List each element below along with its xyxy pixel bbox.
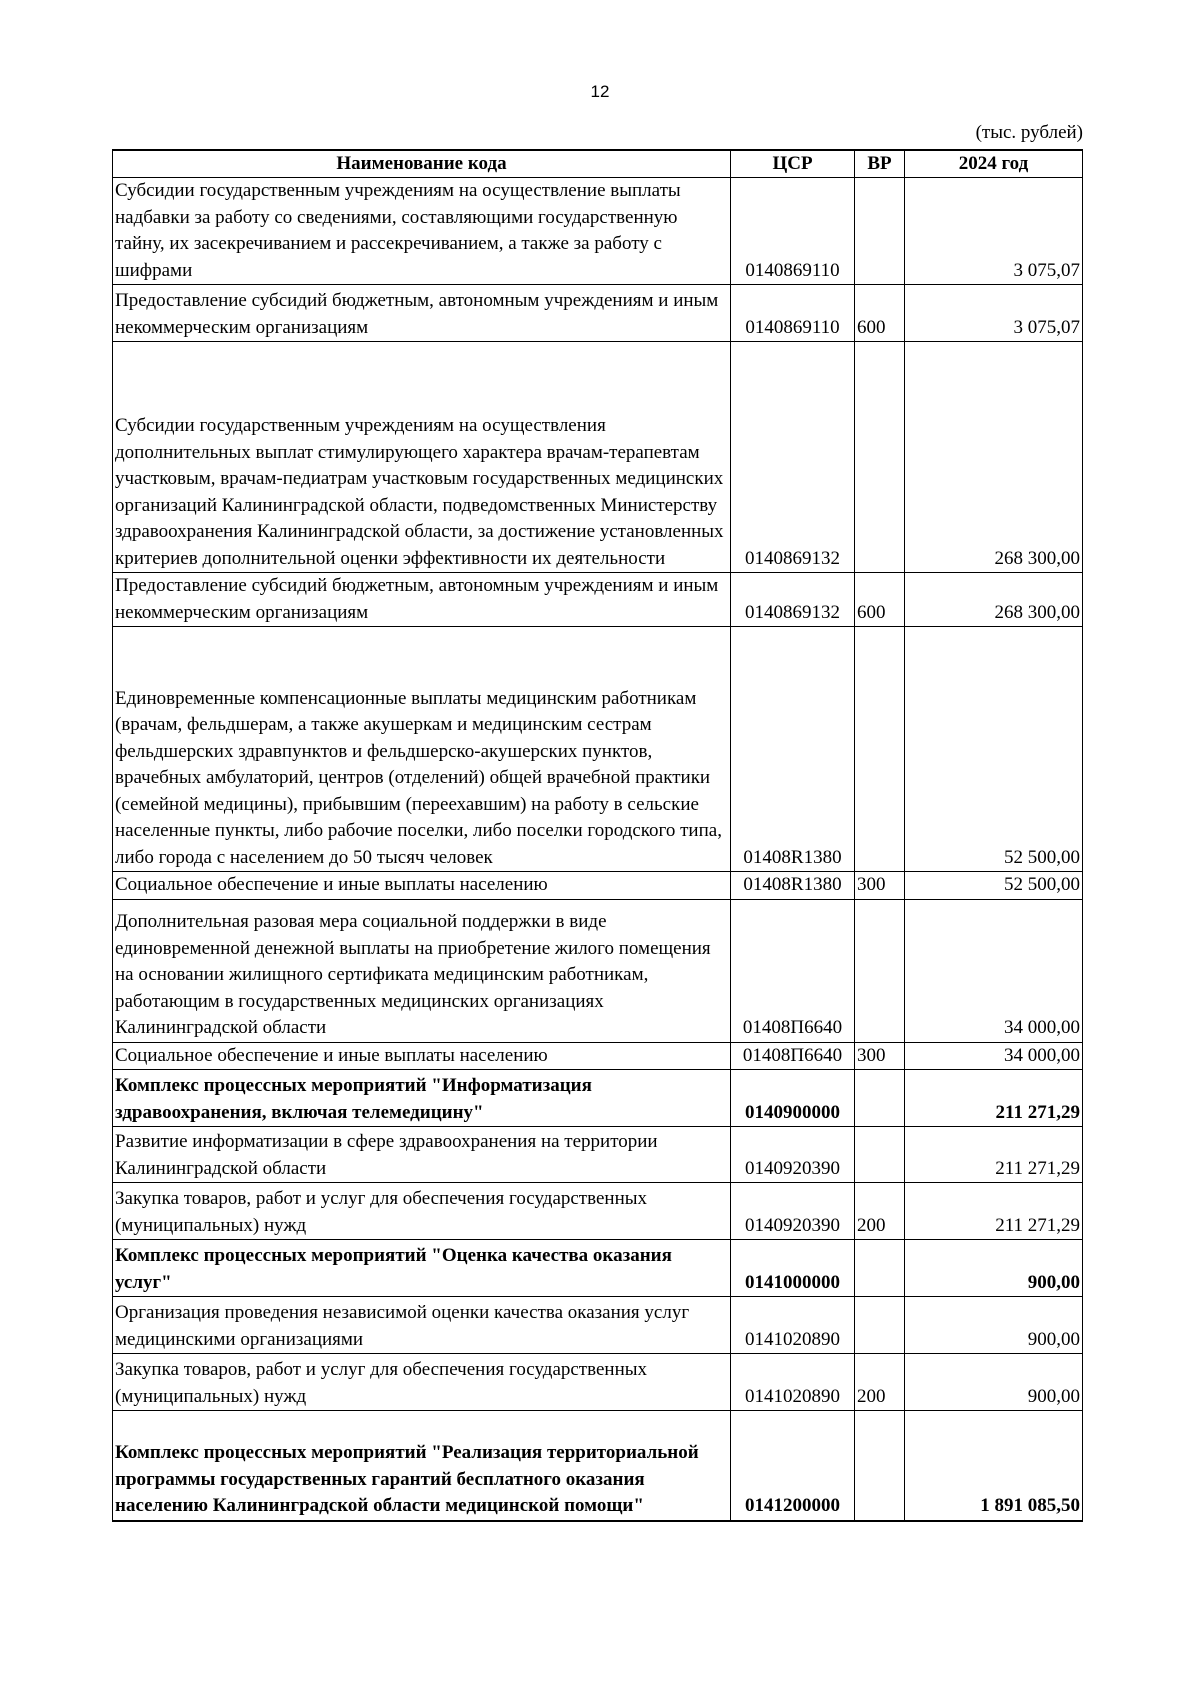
row-vr [855,1070,905,1127]
row-name: Комплекс процессных мероприятий "Информатизация здравоохранения, включая телемедицину" [113,1070,731,1127]
row-amount: 900,00 [905,1240,1083,1297]
table-row [113,342,1083,573]
row-name: Организация проведения независимой оценки качества оказания услуг медицинскими организациями [113,1297,731,1354]
row-csr: 0141000000 [731,1240,855,1297]
table-row [113,1070,1083,1127]
row-name: Субсидии государственным учреждениям на осуществления дополнительных выплат стимулирующего характера врачам-терапевтам участковым, врачам-педиатрам участковым государственных медицинских организаций Калининградской области, подведомственных Министерству здравоохранения Калининградской области, за достижение установленных критериев дополнительной оценки эффективности их деятельности [113,342,731,573]
row-amount: 211 271,29 [905,1183,1083,1240]
row-csr: 0140869110 [731,178,855,285]
table-row [113,1297,1083,1354]
row-csr: 0140869132 [731,573,855,627]
row-csr: 0141020890 [731,1354,855,1411]
page-number: 12 [590,82,610,101]
row-name: Субсидии государственным учреждениям на осуществление выплаты надбавки за работу со сведениями, составляющими государственную тайну, их засекречиванием и рассекречиванием, а также за работу с шифрами [113,178,731,285]
row-vr: 200 [855,1183,905,1240]
table-body [113,178,1083,1521]
row-vr: 300 [855,872,905,900]
row-amount: 3 075,07 [905,178,1083,285]
row-vr [855,627,905,872]
row-name: Комплекс процессных мероприятий "Реализация территориальной программы государственных гарантий бесплатного оказания населению Калининградской области медицинской помощи" [113,1411,731,1521]
row-name: Предоставление субсидий бюджетным, автономным учреждениям и иным некоммерческим организациям [113,285,731,342]
table-row [113,1411,1083,1521]
budget-table [112,149,1083,1522]
table-row [113,1127,1083,1183]
row-csr: 0140900000 [731,1070,855,1127]
row-name: Развитие информатизации в сфере здравоохранения на территории Калининградской области [113,1127,731,1183]
header-name: Наименование кода [113,150,731,178]
row-csr: 0141020890 [731,1297,855,1354]
table-row [113,573,1083,627]
row-amount: 268 300,00 [905,342,1083,573]
row-csr: 0140869132 [731,342,855,573]
row-name: Единовременные компенсационные выплаты медицинским работникам (врачам, фельдшерам, а также акушеркам и медицинским сестрам фельдшерских здравпунктов и фельдшерско-акушерских пунктов, врачебных амбулаторий, центров (отделений) общей врачебной практики (семейной медицины), прибывшим (переехавшим) на работу в сельские населенные пункты, либо рабочие поселки, либо поселки городского типа, либо города с населением до 50 тысяч человек [113,627,731,872]
row-vr [855,1297,905,1354]
row-csr: 0140920390 [731,1183,855,1240]
row-name: Закупка товаров, работ и услуг для обеспечения государственных (муниципальных) нужд [113,1354,731,1411]
table-row [113,285,1083,342]
table-row [113,1042,1083,1070]
row-amount: 52 500,00 [905,872,1083,900]
row-vr [855,899,905,1042]
table-row [113,178,1083,285]
row-vr [855,1240,905,1297]
table-row [113,1354,1083,1411]
row-vr [855,1411,905,1521]
table-header-row [113,150,1083,178]
row-amount: 900,00 [905,1297,1083,1354]
row-amount: 268 300,00 [905,573,1083,627]
row-vr [855,178,905,285]
row-vr: 200 [855,1354,905,1411]
table-row [113,872,1083,900]
row-amount: 211 271,29 [905,1070,1083,1127]
row-vr: 600 [855,285,905,342]
table-row [113,627,1083,872]
row-amount: 34 000,00 [905,899,1083,1042]
header-vr: ВР [855,150,905,178]
row-name: Социальное обеспечение и иные выплаты населению [113,1042,731,1070]
row-name: Комплекс процессных мероприятий "Оценка качества оказания услуг" [113,1240,731,1297]
row-name: Закупка товаров, работ и услуг для обеспечения государственных (муниципальных) нужд [113,1183,731,1240]
row-vr: 300 [855,1042,905,1070]
row-csr: 01408П6640 [731,899,855,1042]
row-amount: 211 271,29 [905,1127,1083,1183]
row-csr: 0140920390 [731,1127,855,1183]
row-name: Дополнительная разовая мера социальной поддержки в виде единовременной денежной выплаты на приобретение жилого помещения на основании жилищного сертификата медицинским работникам, работающим в государственных медицинских организациях Калининградской области [113,899,731,1042]
table-row [113,899,1083,1042]
row-name: Социальное обеспечение и иные выплаты населению [113,872,731,900]
row-csr: 0140869110 [731,285,855,342]
row-csr: 0141200000 [731,1411,855,1521]
row-amount: 34 000,00 [905,1042,1083,1070]
units-label: (тыс. рублей) [975,122,1083,143]
row-vr: 600 [855,573,905,627]
table-row [113,1240,1083,1297]
row-amount: 3 075,07 [905,285,1083,342]
table-row [113,1183,1083,1240]
row-csr: 01408П6640 [731,1042,855,1070]
row-vr [855,1127,905,1183]
row-amount: 52 500,00 [905,627,1083,872]
header-amount: 2024 год [905,150,1083,178]
row-amount: 900,00 [905,1354,1083,1411]
header-csr: ЦСР [731,150,855,178]
row-name: Предоставление субсидий бюджетным, автономным учреждениям и иным некоммерческим организациям [113,573,731,627]
row-vr [855,342,905,573]
row-csr: 01408R1380 [731,872,855,900]
row-csr: 01408R1380 [731,627,855,872]
row-amount: 1 891 085,50 [905,1411,1083,1521]
